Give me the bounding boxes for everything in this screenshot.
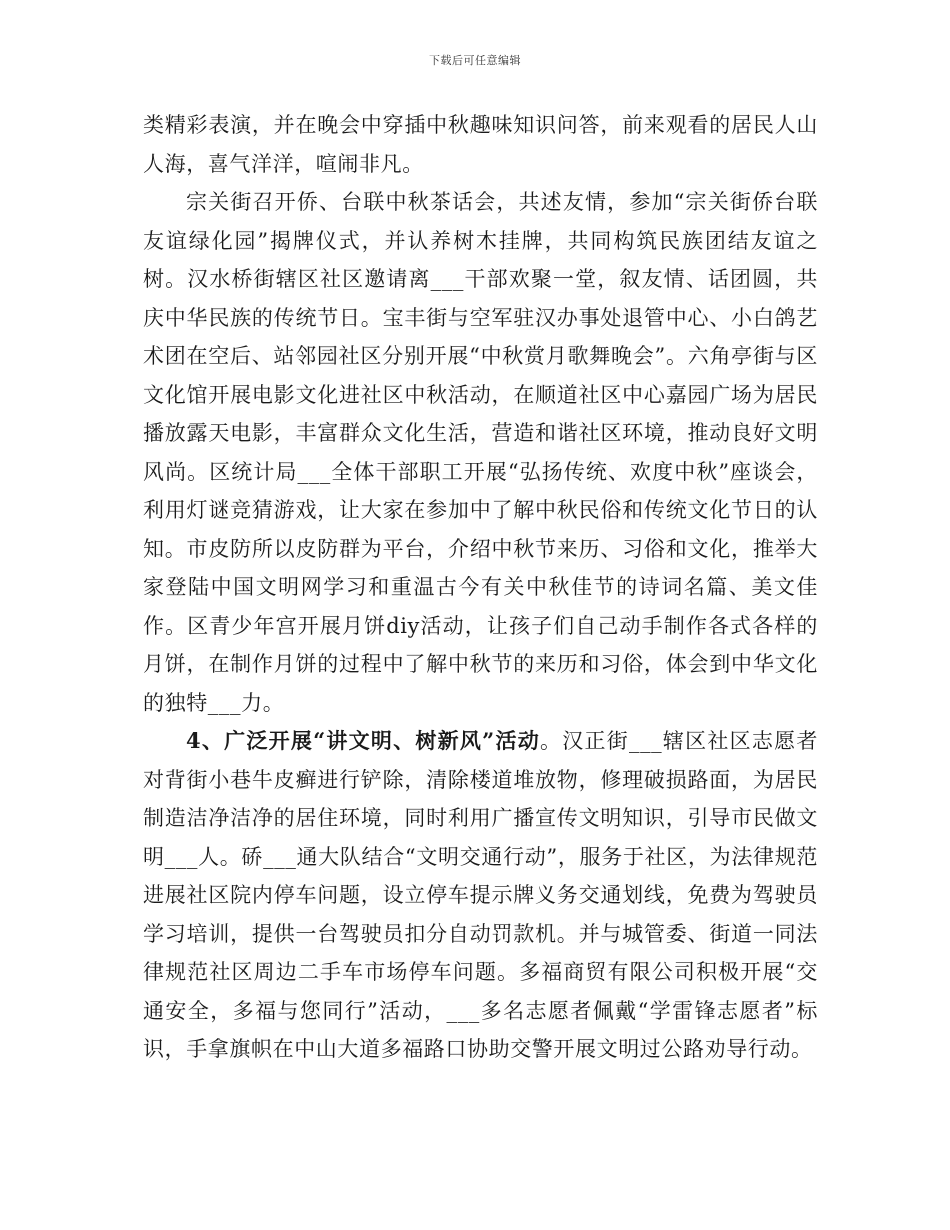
paragraph-1 bbox=[143, 106, 818, 183]
paragraph-2-text: 宗关街召开侨、台联中秋茶话会，共述友情，参加“宗关街侨台联友谊绿化园”揭牌仪式，并认养树木挂牌，共同构筑民族团结友谊之树。汉水桥街辖区社区邀请离___干部欢聚一堂，叙友情、话团圆，共庆中华民族的传统节日。宝丰街与空军驻汉办事处退管中心、小白鸽艺术团在空后、站邻园社区分别开展“中秋赏月歌舞晚会”。六角亭街与区文化馆开展电影文化进社区中秋活动，在顺道社区中心嘉园广场为居民播放露天电影，丰富群众文化生活，营造和谐社区环境，推动良好文明风尚。区统计局___全体干部职工开展“弘扬传统、欢度中秋”座谈会，利用灯谜竞猜游戏，让大家在参加中了解中秋民俗和传统文化节日的认知。市皮防所以皮防群为平台，介绍中秋节来历、习俗和文化，推举大家登陆中国文明网学习和重温古今有关中秋佳节的诗词名篇、美文佳作。区青少年宫开展月饼diy活动，让孩子们自己动手制作各式各样的月饼，在制作月饼的过程中了解中秋节的来历和习俗，体会到中华文化的独特___力。 bbox=[143, 190, 818, 715]
paragraph-1-text: 类精彩表演，并在晚会中穿插中秋趣味知识问答，前来观看的居民人山人海，喜气洋洋，喧闹非凡。 bbox=[143, 113, 818, 176]
section-heading-4: 4、广泛开展“讲文明、树新风”活动 bbox=[186, 728, 540, 753]
paragraph-3 bbox=[143, 722, 818, 1069]
document-body bbox=[143, 106, 818, 1069]
page-header: 下载后可任意编辑 bbox=[429, 54, 521, 67]
paragraph-3-text: 。汉正街___辖区社区志愿者对背街小巷牛皮癣进行铲除，清除楼道堆放物，修理破损路面，为居民制造洁净洁净的居住环境，同时利用广播宣传文明知识，引导市民做文明___人。硚___通大队结合“文明交通行动”，服务于社区，为法律规范进展社区院内停车问题，设立停车提示牌义务交通划线，免费为驾驶员学习培训，提供一台驾驶员扣分自动罚款机。并与城管委、街道一同法律规范社区周边二手车市场停车问题。多福商贸有限公司积极开展“交通安全，多福与您同行”活动，___多名志愿者佩戴“学雷锋志愿者”标识，手拿旗帜在中山大道多福路口协助交警开展文明过公路劝导行动。 bbox=[143, 729, 819, 1061]
paragraph-2 bbox=[143, 183, 818, 722]
